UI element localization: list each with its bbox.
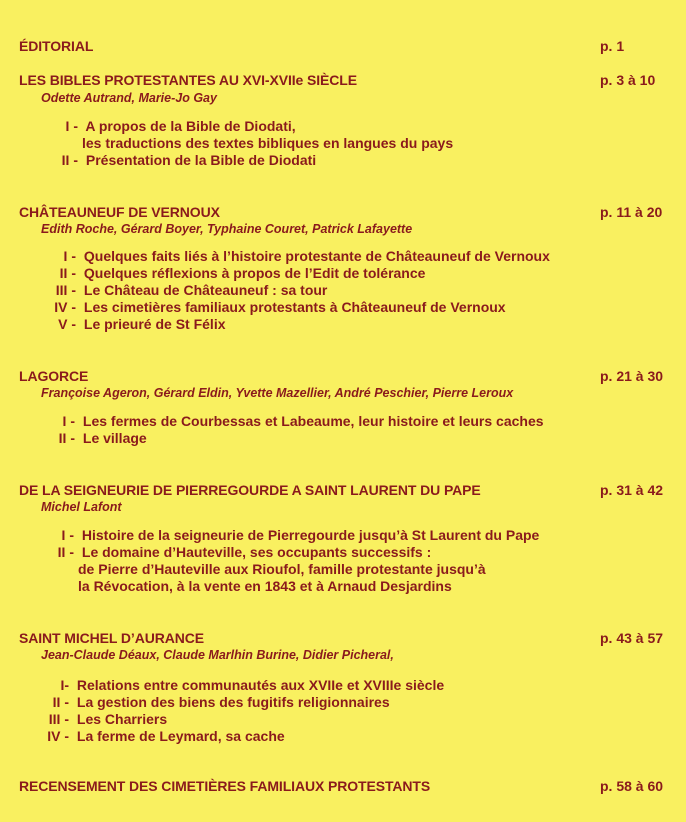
subsection-item <box>46 265 425 282</box>
subsection-text: Les fermes de Courbessas et Labeaume, leur histoire et leurs caches <box>82 413 544 429</box>
section-pages: p. 1 <box>600 38 625 54</box>
subsection-item <box>46 316 226 333</box>
section-title: LES BIBLES PROTESTANTES AU XVI-XVIIe SIÈCLE <box>19 72 357 88</box>
subsection-item <box>46 282 327 299</box>
subsection-text: Le domaine d’Hauteville, ses occupants successifs : <box>81 544 432 560</box>
subsection-text: Quelques réflexions à propos de l’Edit de tolérance <box>83 265 426 281</box>
subsection-text: les traductions des textes bibliques en langues du pays <box>82 135 454 151</box>
subsection-text: Le Château de Châteauneuf : sa tour <box>83 282 328 298</box>
subsection-number: I - <box>65 118 78 134</box>
subsection-number: II - <box>61 152 78 168</box>
section-title: ÉDITORIAL <box>19 38 94 54</box>
subsection-text: de Pierre d’Hauteville aux Rioufol, famille protestante jusqu’à <box>78 561 486 577</box>
section-pages: p. 58 à 60 <box>600 778 664 794</box>
subsection-text: Les Charriers <box>76 711 168 727</box>
subsection-number: I - <box>61 527 74 543</box>
subsection-number: III - <box>55 282 76 298</box>
subsection-number: II - <box>52 694 69 710</box>
section-authors: Edith Roche, Gérard Boyer, Typhaine Couret, Patrick Lafayette <box>41 222 413 236</box>
section-title: CHÂTEAUNEUF DE VERNOUX <box>19 204 220 220</box>
section-title: LAGORCE <box>19 368 89 384</box>
subsection-text: Les cimetières familiaux protestants à Châteauneuf de Vernoux <box>83 299 506 315</box>
subsection-number: I - <box>63 248 76 264</box>
subsection-text: La ferme de Leymard, sa cache <box>76 728 285 744</box>
section-title: SAINT MICHEL D’AURANCE <box>19 630 204 646</box>
section-pages: p. 31 à 42 <box>600 482 664 498</box>
section-authors: Michel Lafont <box>41 500 122 514</box>
subsection-item <box>48 527 539 544</box>
subsection-number: I- <box>60 677 69 693</box>
section-pages: p. 3 à 10 <box>600 72 656 88</box>
subsection-text: A propos de la Bible de Diodati, <box>85 118 296 134</box>
subsection-text: Le village <box>82 430 147 446</box>
section-pages: p. 11 à 20 <box>600 204 663 220</box>
subsection-number: II - <box>57 544 74 560</box>
subsection-item <box>50 430 147 447</box>
subsection-item <box>46 248 550 265</box>
section-authors: Jean-Claude Déaux, Claude Marlhin Burine, Didier Picheral, <box>41 648 394 662</box>
subsection-item-continued <box>78 561 486 578</box>
subsection-number: I - <box>62 413 75 429</box>
subsection-text: la Révocation, à la vente en 1843 et à Arnaud Desjardins <box>78 578 452 594</box>
subsection-text: Histoire de la seigneurie de Pierregourde jusqu’à St Laurent du Pape <box>81 527 540 543</box>
subsection-item-continued <box>78 578 452 595</box>
section-pages: p. 43 à 57 <box>600 630 664 646</box>
subsection-number: IV - <box>54 299 76 315</box>
section-title: DE LA SEIGNEURIE DE PIERREGOURDE A SAINT LAURENT DU PAPE <box>19 482 481 498</box>
section-pages: p. 21 à 30 <box>600 368 664 384</box>
subsection-text: Relations entre communautés aux XVIIe et XVIIIe siècle <box>76 677 445 693</box>
subsection-text: La gestion des biens des fugitifs religionnaires <box>76 694 390 710</box>
subsection-item-continued <box>82 135 453 152</box>
subsection-number: II - <box>58 430 75 446</box>
subsection-item <box>46 299 506 316</box>
subsection-number: V - <box>58 316 76 332</box>
subsection-text: Présentation de la Bible de Diodati <box>85 152 317 168</box>
subsection-item <box>42 677 444 694</box>
section-title: RECENSEMENT DES CIMETIÈRES FAMILIAUX PROTESTANTS <box>19 778 431 794</box>
subsection-text: Le prieuré de St Félix <box>83 316 226 332</box>
subsection-item <box>42 694 390 711</box>
subsection-text: Quelques faits liés à l’histoire protestante de Châteauneuf de Vernoux <box>83 248 550 264</box>
subsection-item <box>42 728 285 745</box>
subsection-item <box>48 544 431 561</box>
subsection-item <box>58 152 316 169</box>
subsection-number: III - <box>48 711 69 727</box>
section-authors: Françoise Ageron, Gérard Eldin, Yvette Mazellier, André Peschier, Pierre Leroux <box>41 386 514 400</box>
subsection-number: II - <box>59 265 76 281</box>
subsection-item <box>50 413 544 430</box>
subsection-item <box>42 711 167 728</box>
subsection-item <box>58 118 296 135</box>
section-authors: Odette Autrand, Marie-Jo Gay <box>41 91 217 105</box>
subsection-number: IV - <box>47 728 69 744</box>
